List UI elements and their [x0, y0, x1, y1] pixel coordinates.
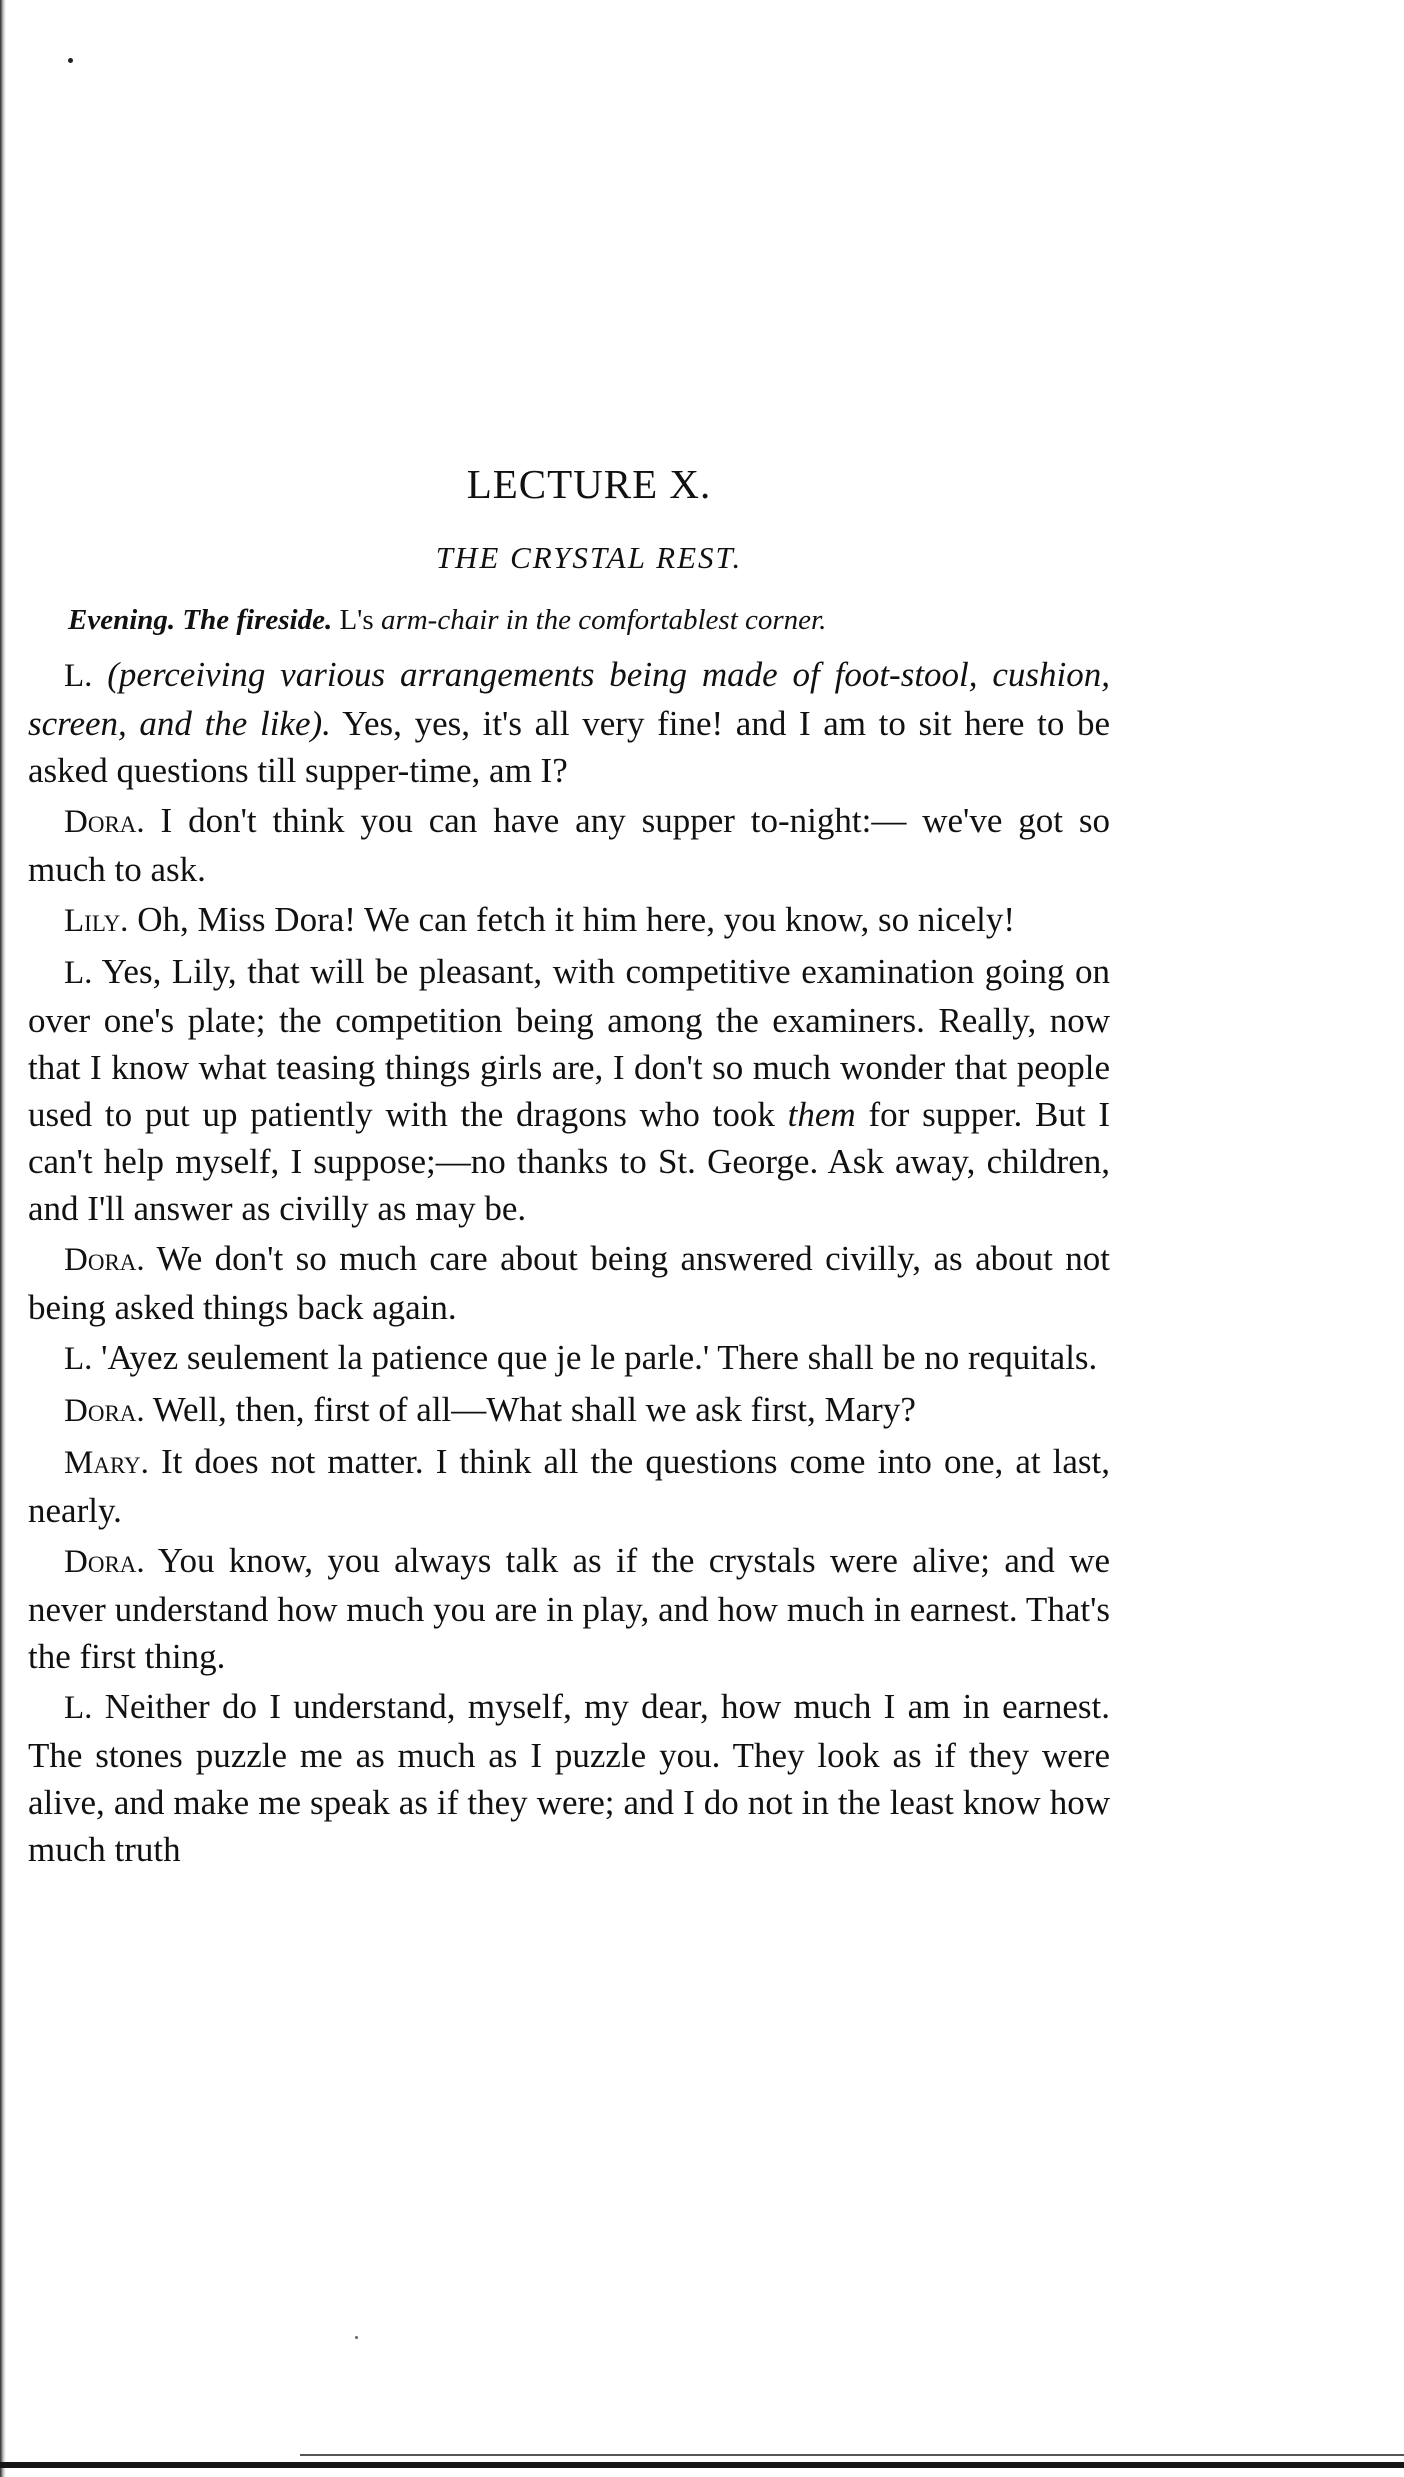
stage-fireside: The fireside. [182, 604, 333, 636]
stage-armchair: arm-chair in the comfortablest corner. [380, 604, 827, 636]
stage-direction [68, 604, 1110, 637]
speech-paragraph [28, 651, 1110, 794]
speech-text: We don't so much care about being answered civilly, as about not being asked things back again. [28, 1239, 1110, 1327]
speech-paragraph [28, 1235, 1110, 1331]
stage-evening: Evening. [68, 604, 176, 636]
lecture-heading: LECTURE X. [466, 461, 712, 507]
speech-text: Neither do I understand, myself, my dear, how much I am in earnest. The stones puzzle me as much as I puzzle you. They look as if they were alive, and make me speak as if they were; and I do not in the least know how much truth [28, 1687, 1110, 1869]
speaker-name: Dora. [64, 1393, 145, 1429]
speaker-name: L. [64, 1690, 93, 1726]
speech-paragraph [28, 948, 1110, 1232]
speaker-name: L. [64, 658, 93, 694]
speech-paragraph [28, 896, 1110, 945]
ink-speck [355, 2336, 358, 2339]
speaker-name: Dora. [64, 1242, 145, 1278]
speaker-name: L. [64, 955, 93, 991]
speaker-name: Dora. [64, 1544, 145, 1580]
speech-paragraph [28, 797, 1110, 893]
speaker-name: Lily. [64, 903, 129, 939]
page-bottom-rule [300, 2454, 1404, 2456]
speaker-name: Dora. [64, 804, 145, 840]
speech-text: Yes, yes, it's all very fine! and I am to sit here to be asked questions till supper-time, am I? [28, 704, 1110, 790]
speech-text: You know, you always talk as if the crystals were alive; and we never understand how much you are in play, and how much in earnest. That's the first thing. [28, 1541, 1111, 1676]
speech-text: I don't think you can have any supper to-night:— we've got so much to ask. [28, 801, 1110, 889]
lecture-subtitle: THE CRYSTAL REST. [435, 540, 743, 575]
speech-emphasis: them [787, 1095, 856, 1134]
speech-paragraph [28, 1438, 1110, 1534]
speech-paragraph [28, 1537, 1110, 1680]
speaker-name: L. [64, 1341, 93, 1377]
speech-text: Well, then, first of all—What shall we ask first, Mary? [152, 1390, 916, 1429]
speech-text: Yes, Lily, that will be pleasant, with competitive examination going on over one's plate; the competition being among the examiners. Really, now that I know what teasing things girls are, I don't so much wonder that people used to put up patiently with the dragons who took [28, 952, 1110, 1134]
speech-text: Oh, Miss Dora! We can fetch it him here, you know, so nicely! [137, 900, 1015, 939]
speech-text: It does not matter. I think all the questions come into one, at last, nearly. [28, 1442, 1111, 1530]
speech-paragraph [28, 1334, 1110, 1383]
speaker-name: Mary. [64, 1445, 149, 1481]
page-bottom-edge [0, 2462, 1404, 2468]
speech-paragraph [28, 1683, 1110, 1873]
speech-text: for supper. But I can't help myself, I suppose;—no thanks to St. George. Ask away, children, and I'll answer as civilly as may be. [28, 1095, 1110, 1228]
speech-stage-note: (perceiving various arrangements being made of foot-stool, cushion, screen, and the like). [28, 655, 1110, 743]
page-text [28, 460, 1110, 1876]
speech-paragraph [28, 1386, 1110, 1435]
ink-speck [68, 58, 73, 63]
stage-speaker: L's [339, 604, 374, 636]
speech-text: 'Ayez seulement la patience que je le parle.' There shall be no requitals. [101, 1338, 1098, 1377]
page-edge-shadow [0, 0, 6, 2477]
